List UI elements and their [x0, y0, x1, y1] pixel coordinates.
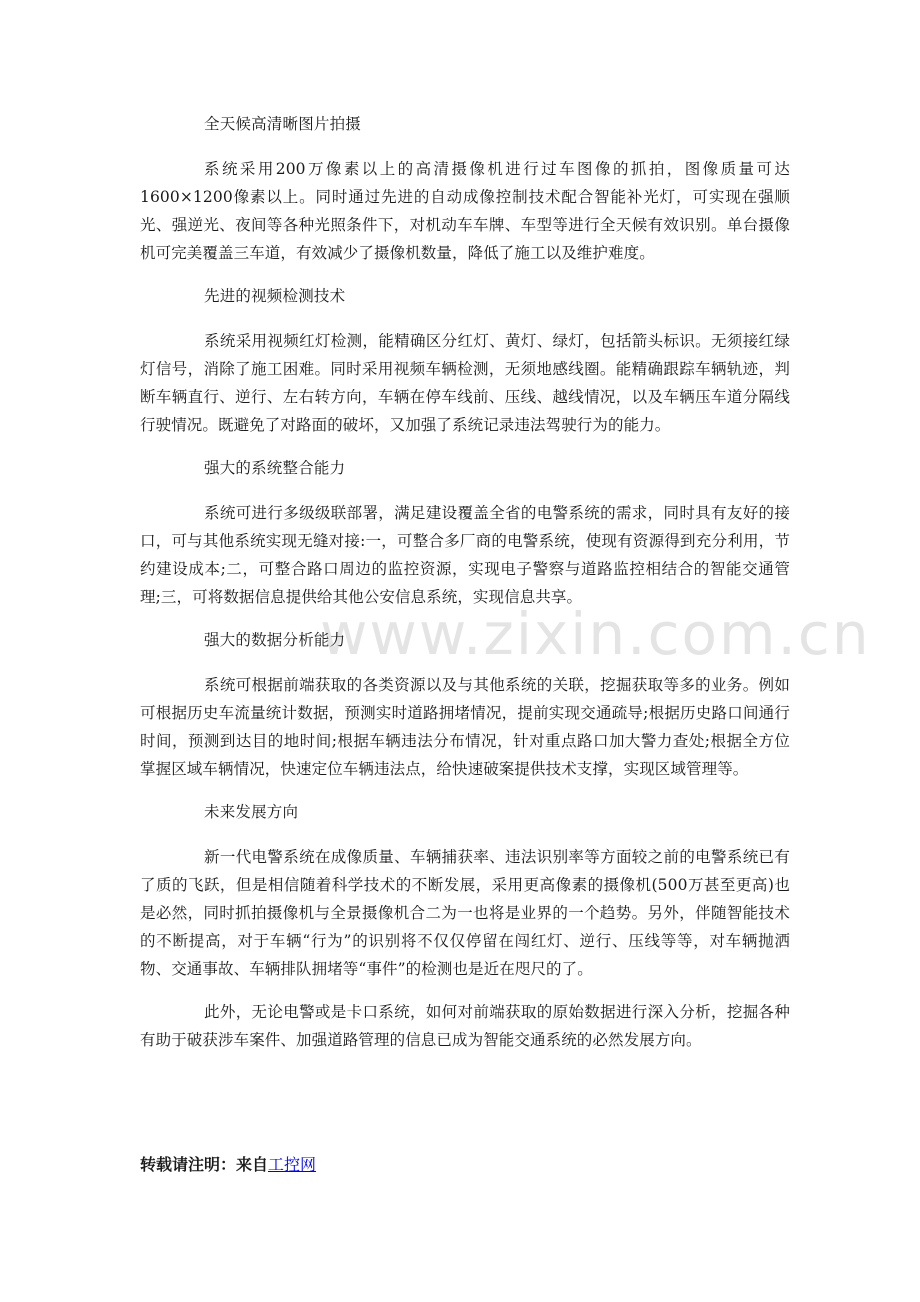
- section-system-integration: [140, 454, 790, 611]
- section-paragraph: 系统采用200万像素以上的高清摄像机进行过车图像的抓拍，图像质量可达1600×1200像素以上。同时通过先进的自动成像控制技术配合智能补光灯，可实现在强顺光、强逆光、夜间等各种光照条件下，对机动车车牌、车型等进行全天候有效识别。单台摄像机可完美覆盖三车道，有效减少了摄像机数量，降低了施工以及维护难度。: [140, 160, 790, 262]
- article-body: [140, 110, 790, 1054]
- reprint-notice: [140, 1152, 316, 1175]
- reprint-label: 转载请注明：来自: [140, 1155, 269, 1174]
- section-heading: 强大的数据分析能力: [204, 631, 346, 649]
- watermark: www.zixin.com.cn: [320, 600, 871, 668]
- section-heading: 全天候高清晰图片拍摄: [204, 115, 362, 133]
- section-data-analysis: [140, 626, 790, 783]
- closing-paragraph: 此外，无论电警或是卡口系统，如何对前端获取的原始数据进行深入分析，挖掘各种有助于破获涉车案件、加强道路管理的信息已成为智能交通系统的必然发展方向。: [140, 1003, 790, 1049]
- section-all-weather: [140, 110, 790, 267]
- section-future-direction: [140, 798, 790, 983]
- section-heading: 强大的系统整合能力: [204, 459, 346, 477]
- section-video-detection: [140, 282, 790, 439]
- section-paragraph: 新一代电警系统在成像质量、车辆捕获率、违法识别率等方面较之前的电警系统已有了质的飞跃，但是相信随着科学技术的不断发展，采用更高像素的摄像机(500万甚至更高)也是必然，同时抓拍摄像机与全景摄像机合二为一也将是业界的一个趋势。另外，伴随智能技术的不断提高，对于车辆“行为”的识别将不仅仅停留在闯红灯、逆行、压线等等，对车辆抛洒物、交通事故、车辆排队拥堵等“事件”的检测也是近在咫尺的了。: [140, 848, 790, 978]
- section-paragraph: 系统采用视频红灯检测，能精确区分红灯、黄灯、绿灯，包括箭头标识。无须接红绿灯信号，消除了施工困难。同时采用视频车辆检测，无须地感线圈。能精确跟踪车辆轨迹，判断车辆直行、逆行、左右转方向，车辆在停车线前、压线、越线情况，以及车辆压车道分隔线行驶情况。既避免了对路面的破坏，又加强了系统记录违法驾驶行为的能力。: [140, 332, 790, 434]
- section-paragraph: 系统可根据前端获取的各类资源以及与其他系统的关联，挖掘获取等多的业务。例如可根据历史车流量统计数据，预测实时道路拥堵情况，提前实现交通疏导;根据历史路口间通行时间，预测到达目的地时间;根据车辆违法分布情况，针对重点路口加大警力查处;根据全方位掌握区域车辆情况，快速定位车辆违法点，给快速破案提供技术支撑，实现区域管理等。: [140, 676, 790, 778]
- source-link[interactable]: 工控网: [268, 1155, 317, 1174]
- section-paragraph: 系统可进行多级级联部署，满足建设覆盖全省的电警系统的需求，同时具有友好的接口，可与其他系统实现无缝对接:一，可整合多厂商的电警系统，使现有资源得到充分利用，节约建设成本;二，可整合路口周边的监控资源，实现电子警察与道路监控相结合的智能交通管理;三，可将数据信息提供给其他公安信息系统，实现信息共享。: [140, 504, 790, 606]
- section-heading: 先进的视频检测技术: [204, 287, 346, 305]
- section-heading: 未来发展方向: [204, 803, 299, 821]
